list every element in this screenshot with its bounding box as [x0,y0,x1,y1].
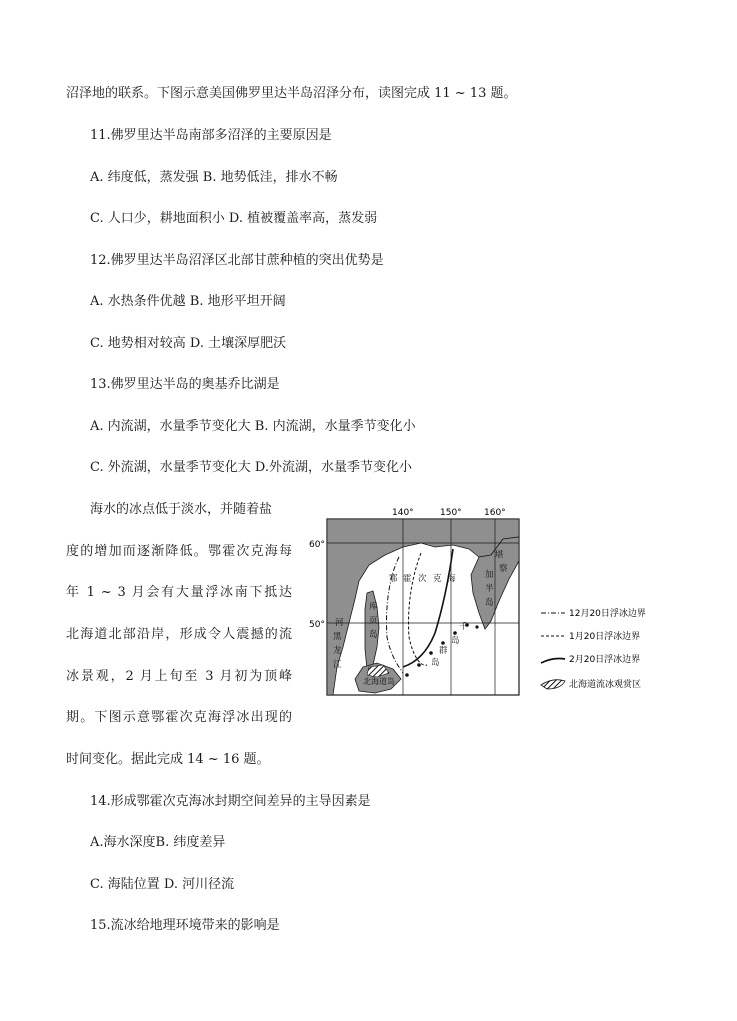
kuril-label-char: 千 [459,622,468,632]
passage-line: 期。下图示意鄂霍次克海浮冰出现的 [66,710,292,725]
kamchatka-label-char: 加 [485,570,494,580]
question-14-stem: 14.形成鄂霍次克海冰封期空间差异的主导因素是 [90,794,371,809]
hokkaido-label: 北海道岛 [363,677,395,686]
question-11-stem: 11.佛罗里达半岛南部多沼泽的主要原因是 [90,128,332,143]
question-12-options-cd: C. 地势相对较高 D. 土壤深厚肥沃 [90,336,287,351]
intro-line: 沼泽地的联系。下图示意美国佛罗里达半岛沼泽分布，读图完成 11 ~ 13 题。 [66,86,517,101]
sea-label-char: 海 [447,574,456,584]
map-figure [303,497,723,707]
okhotsk-sea-map [303,497,723,707]
kamchatka-label-char: 半 [485,584,494,594]
question-15-stem: 15.流冰给地理环境带来的影响是 [90,918,280,933]
question-12-options-ab: A. 水热条件优越 B. 地形平坦开阔 [90,294,286,309]
kamchatka-label-char: 察 [499,564,508,574]
kuril-label-char: 岛 [451,636,460,646]
kuril-label-char: 岛 [431,658,440,668]
legend-viewing-area-swatch [541,680,565,689]
passage-line: 时间变化。据此完成 14 ~ 16 题。 [66,752,270,767]
passage-line: 海水的冰点低于淡水，并随着盐 [90,502,273,517]
question-13-stem: 13.佛罗里达半岛的奥基乔比湖是 [90,377,280,392]
lat-label: 60° [309,540,325,550]
question-11-options-cd: C. 人口少，耕地面积小 D. 植被覆盖率高，蒸发弱 [90,211,378,226]
lon-label: 160° [484,508,506,518]
legend-feb-20-label: 2月20日浮冰边界 [569,655,641,665]
question-13-options-ab: A. 内流湖，水量季节变化大 B. 内流湖，水量季节变化小 [90,419,416,434]
legend-viewing-area-label: 北海道流冰观赏区 [569,680,642,690]
legend-feb-20-swatch [541,659,565,664]
passage-line: 度的增加而逐渐降低。鄂霍次克海每 [66,544,292,559]
question-11-options-ab: A. 纬度低，蒸发强 B. 地势低洼，排水不畅 [90,170,338,185]
question-12-stem: 12.佛罗里达半岛沼泽区北部甘蔗种植的突出优势是 [90,253,384,268]
sea-label-char: 鄂 [389,574,398,584]
passage-line: 年 1 ~ 3 月会有大量浮冰南下抵达 [66,585,292,600]
sakhalin-label-char: 岛 [369,630,378,640]
question-14-options-ab: A.海水深度B. 纬度差异 [90,835,226,850]
kamchatka-label-char: 岛 [485,598,494,608]
lat-label: 50° [309,620,325,630]
map-legend [541,607,646,690]
lon-label: 150° [440,508,462,518]
amur-label-char: 江 [333,660,342,670]
legend-dec-20-label: 12月20日浮冰边界 [569,609,646,619]
legend-jan-20-label: 1月20日浮冰边界 [569,632,641,642]
kamchatka-label-char: 堪 [495,550,504,560]
sea-label-char: 次 [418,574,427,584]
sakhalin-label-char: 库 [369,602,378,612]
passage-line: 北海道北部沿岸，形成令人震撼的流 [66,627,292,642]
sea-label-char: 霍 [403,574,412,584]
amur-label-char: 龙 [333,646,342,656]
question-13-options-cd: C. 外流湖，水量季节变化大 D.外流湖，水量季节变化小 [90,460,412,475]
river-label: 河 [335,618,344,628]
sakhalin-label-char: 页 [369,616,378,626]
amur-label-char: 黑 [333,632,342,642]
sea-label-char: 克 [433,574,442,584]
lon-label: 140° [392,508,414,518]
passage-line: 冰景观，2 月上旬至 3 月初为顶峰 [66,669,292,684]
question-14-options-cd: C. 海陆位置 D. 河川径流 [90,877,235,892]
kuril-label-char: 群 [439,646,448,656]
